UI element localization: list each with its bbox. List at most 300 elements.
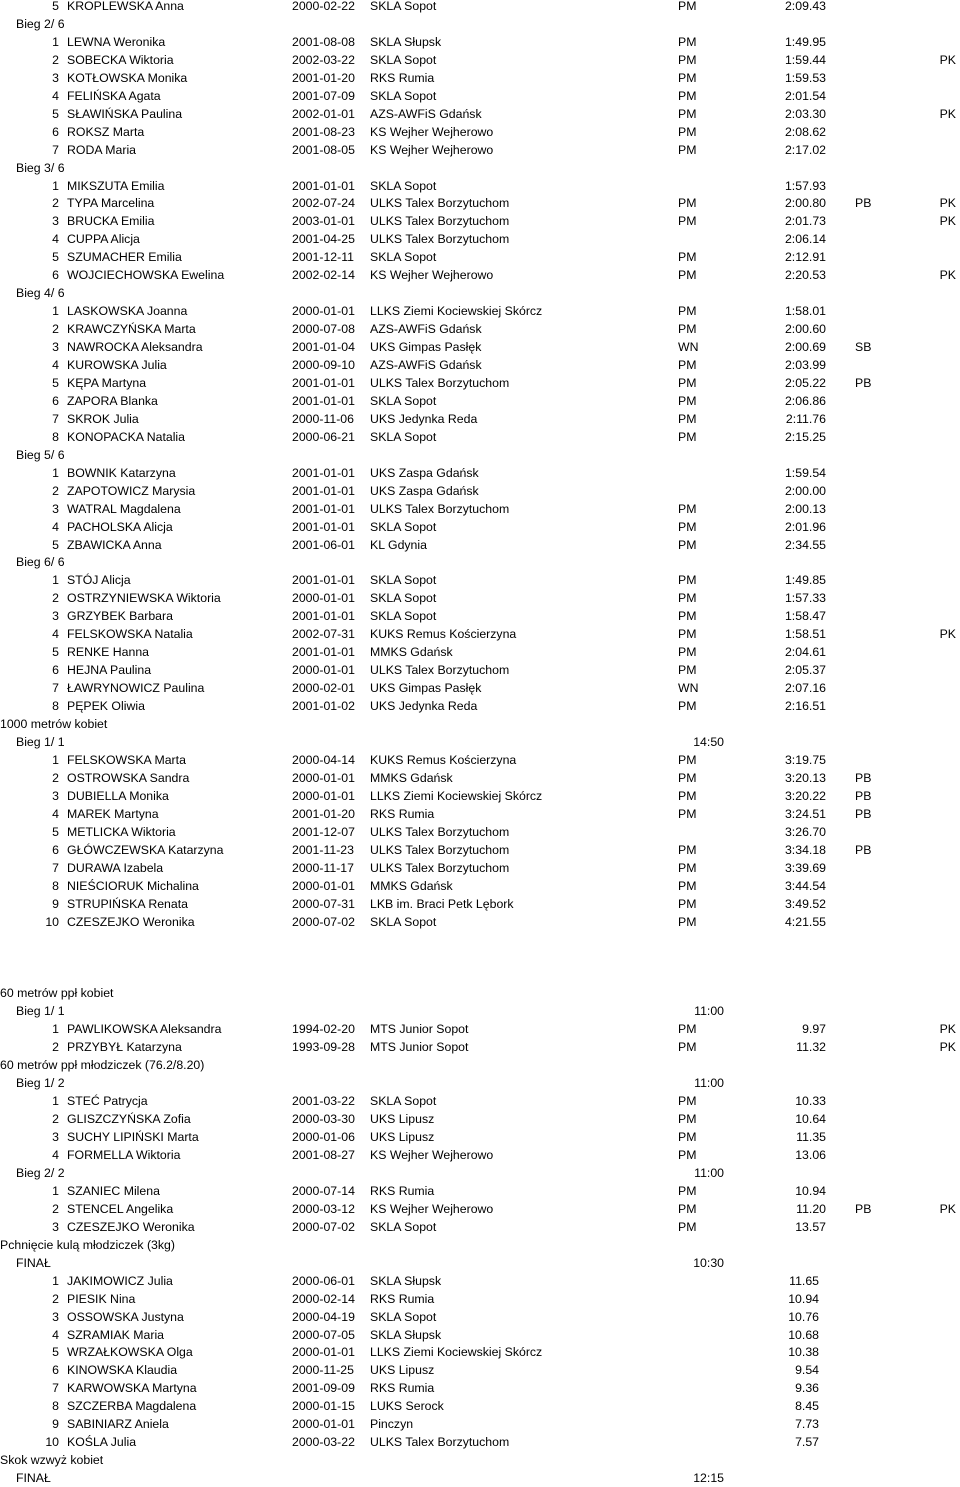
personal-mark: PB <box>855 375 872 390</box>
heat-label: Bieg 4/ 6 <box>16 286 65 301</box>
club: SKLA Sopot <box>370 178 437 193</box>
birth-date: 2001-01-01 <box>292 393 355 408</box>
personal-mark: PB <box>855 770 872 785</box>
result-row <box>0 1218 960 1236</box>
birth-date: 2001-12-07 <box>292 824 355 839</box>
result-row <box>0 589 960 607</box>
club: LUKS Serock <box>370 1399 444 1414</box>
category: PM <box>678 0 697 13</box>
place: 1 <box>52 178 59 193</box>
athlete-name: PĘPEK Oliwia <box>67 699 145 714</box>
record-mark: PK <box>939 627 956 642</box>
athlete-name: KĘPA Martyna <box>67 375 147 390</box>
club: UKS Jedynka Reda <box>370 411 478 426</box>
result-row <box>0 1272 960 1290</box>
result-row <box>0 1361 960 1379</box>
club: SKLA Sopot <box>370 609 437 624</box>
category: PM <box>678 896 697 911</box>
heat-header <box>0 159 960 177</box>
club: RKS Rumia <box>370 1381 435 1396</box>
athlete-name: BRUCKA Emilia <box>67 214 155 229</box>
result-row <box>0 1200 960 1218</box>
result: 2:01.73 <box>784 214 826 229</box>
club: ULKS Talex Borzytuchom <box>370 860 510 875</box>
heat-label: FINAŁ <box>16 1255 51 1270</box>
category: PM <box>678 429 697 444</box>
birth-date: 2000-02-01 <box>292 681 355 696</box>
event-title <box>0 1451 960 1469</box>
athlete-name: OSTROWSKA Sandra <box>67 770 190 785</box>
athlete-name: GŁÓWCZEWSKA Katarzyna <box>67 842 224 857</box>
birth-date: 2001-01-01 <box>292 519 355 534</box>
athlete-name: SŁAWIŃSKA Paulina <box>67 106 183 121</box>
place: 8 <box>52 878 59 893</box>
athlete-name: NIEŚCIORUK Michalina <box>67 878 199 893</box>
club: AZS-AWFiS Gdańsk <box>370 358 482 372</box>
place: 4 <box>52 519 59 534</box>
club: KS Wejher Wejherowo <box>370 268 494 283</box>
club: ULKS Talex Borzytuchom <box>370 196 510 211</box>
athlete-name: JAKIMOWICZ Julia <box>67 1273 173 1288</box>
place: 2 <box>52 196 59 211</box>
club: ULKS Talex Borzytuchom <box>370 842 510 857</box>
athlete-name: KONOPACKA Natalia <box>67 429 186 444</box>
place: 1 <box>52 34 59 49</box>
result: 2:00.69 <box>784 340 826 354</box>
result-row <box>0 302 960 320</box>
birth-date: 2000-01-01 <box>292 878 355 893</box>
result: 3:24.51 <box>784 806 826 821</box>
personal-mark: PB <box>855 842 872 857</box>
heat-label: Bieg 1/ 1 <box>16 735 65 749</box>
athlete-name: WOJCIECHOWSKA Ewelina <box>67 268 225 283</box>
category: PM <box>678 358 697 372</box>
club: UKS Gimpas Pasłęk <box>370 681 482 696</box>
place: 6 <box>52 1363 59 1378</box>
athlete-name: KUROWSKA Julia <box>67 358 167 372</box>
athlete-name: FELSKOWSKA Natalia <box>67 627 193 642</box>
category: PM <box>678 1219 697 1234</box>
place: 6 <box>52 268 59 283</box>
result-row <box>0 123 960 141</box>
place: 2 <box>52 1040 59 1055</box>
result: 2:00.00 <box>784 483 826 498</box>
result-row <box>0 0 960 15</box>
result-row <box>0 625 960 643</box>
club: SKLA Sopot <box>370 519 437 534</box>
result: 2:05.22 <box>784 375 826 390</box>
result: 10.38 <box>788 1345 819 1360</box>
heat-header <box>0 1469 960 1487</box>
result-row <box>0 69 960 87</box>
category: PM <box>678 788 697 803</box>
heat-header <box>0 733 960 751</box>
athlete-name: TYPA Marcelina <box>67 196 155 211</box>
club: Pinczyn <box>370 1417 414 1432</box>
birth-date: 2000-09-10 <box>292 358 355 372</box>
category: WN <box>678 340 699 354</box>
club: LLKS Ziemi Kociewskiej Skórcz <box>370 1345 543 1360</box>
category: PM <box>678 537 697 552</box>
athlete-name: ROKSZ Marta <box>67 124 145 139</box>
birth-date: 2001-01-01 <box>292 573 355 588</box>
result-row <box>0 1326 960 1344</box>
club: SKLA Sopot <box>370 591 437 606</box>
result: 11.35 <box>796 1130 826 1144</box>
result-row <box>0 177 960 195</box>
heat-label: FINAŁ <box>16 1471 51 1486</box>
result: 1:58.51 <box>784 627 826 642</box>
birth-date: 2000-01-01 <box>292 591 355 606</box>
place: 4 <box>52 358 59 372</box>
result-row <box>0 500 960 518</box>
result: 2:04.61 <box>784 645 826 660</box>
result-row <box>0 805 960 823</box>
place: 3 <box>52 1219 59 1234</box>
athlete-name: KROPLEWSKA Anna <box>67 0 184 13</box>
club: KUKS Remus Kościerzyna <box>370 627 517 642</box>
heat-header <box>0 1074 960 1092</box>
result: 10.94 <box>788 1291 819 1306</box>
club: MMKS Gdańsk <box>370 770 453 785</box>
birth-date: 2000-01-15 <box>292 1399 355 1414</box>
club: KL Gdynia <box>370 537 427 552</box>
heat-label: Bieg 2/ 6 <box>16 16 65 31</box>
athlete-name: KOŚLA Julia <box>67 1435 137 1450</box>
club: UKS Zaspa Gdańsk <box>370 483 479 498</box>
place: 2 <box>52 591 59 606</box>
heat-header <box>0 1002 960 1020</box>
club: LKB im. Braci Petk Lębork <box>370 896 514 911</box>
result-row <box>0 1415 960 1433</box>
category: PM <box>678 860 697 875</box>
club: RKS Rumia <box>370 70 435 85</box>
result: 1:49.95 <box>784 34 826 49</box>
athlete-name: SABINIARZ Aniela <box>67 1417 169 1432</box>
result-row <box>0 1110 960 1128</box>
result-row <box>0 859 960 877</box>
category: PM <box>678 88 697 103</box>
birth-date: 2000-01-01 <box>292 663 355 678</box>
result: 1:57.93 <box>784 178 826 193</box>
club: SKLA Słupsk <box>370 1327 442 1342</box>
place: 8 <box>52 699 59 714</box>
birth-date: 2001-01-01 <box>292 483 355 498</box>
category: PM <box>678 142 697 157</box>
result: 7.57 <box>795 1435 819 1450</box>
event-title-text: 60 metrów ppł młodziczek (76.2/8.20) <box>0 1058 205 1073</box>
result: 10.64 <box>795 1112 826 1127</box>
result: 2:06.86 <box>784 393 826 408</box>
result: 10.76 <box>788 1309 819 1324</box>
event-title <box>0 1236 960 1254</box>
club: SKLA Sopot <box>370 1309 437 1324</box>
heat-time: 11:00 <box>694 1004 724 1019</box>
result: 2:09.43 <box>784 0 826 13</box>
result: 1:58.47 <box>784 609 826 624</box>
result: 2:00.13 <box>784 501 826 516</box>
event-title-text: Pchnięcie kulą młodziczek (3kg) <box>0 1237 175 1252</box>
result: 3:20.22 <box>784 788 826 803</box>
club: SKLA Sopot <box>370 393 437 408</box>
record-mark: PK <box>939 1201 956 1216</box>
birth-date: 2001-01-01 <box>292 375 355 390</box>
birth-date: 2000-01-06 <box>292 1130 355 1144</box>
result-row <box>0 697 960 715</box>
result: 3:34.18 <box>784 842 826 857</box>
athlete-name: KARWOWSKA Martyna <box>67 1381 197 1396</box>
result-row <box>0 1397 960 1415</box>
birth-date: 2000-11-17 <box>292 860 354 875</box>
birth-date: 2000-01-01 <box>292 1345 355 1360</box>
heat-time: 14:50 <box>693 735 724 749</box>
result-row <box>0 751 960 769</box>
place: 2 <box>52 770 59 785</box>
result: 3:44.54 <box>784 878 826 893</box>
heat-label: Bieg 5/ 6 <box>16 447 65 462</box>
heat-label: Bieg 3/ 6 <box>16 160 65 175</box>
place: 3 <box>52 214 59 229</box>
athlete-name: OSSOWSKA Justyna <box>67 1309 184 1324</box>
category: PM <box>678 1130 697 1144</box>
category: PM <box>678 70 697 85</box>
place: 4 <box>52 806 59 821</box>
result: 13.06 <box>795 1148 826 1162</box>
result-row <box>0 1146 960 1164</box>
result-row <box>0 571 960 589</box>
result-row <box>0 1343 960 1361</box>
place: 5 <box>52 824 59 839</box>
result-row <box>0 607 960 625</box>
result-row <box>0 428 960 446</box>
club: UKS Gimpas Pasłęk <box>370 340 482 354</box>
birth-date: 2001-09-09 <box>292 1381 355 1396</box>
result-row <box>0 33 960 51</box>
birth-date: 2000-07-31 <box>292 896 355 911</box>
place: 3 <box>52 609 59 624</box>
result-row <box>0 87 960 105</box>
result: 1:59.44 <box>784 52 826 67</box>
result: 2:15.25 <box>784 429 826 444</box>
place: 1 <box>52 752 59 767</box>
birth-date: 2000-04-19 <box>292 1309 355 1324</box>
result-row <box>0 1092 960 1110</box>
place: 6 <box>52 393 59 408</box>
record-mark: PK <box>939 214 956 229</box>
club: RKS Rumia <box>370 1183 435 1198</box>
birth-date: 2000-03-22 <box>292 1435 355 1450</box>
result-row <box>0 392 960 410</box>
birth-date: 2001-01-01 <box>292 501 355 516</box>
result: 3:49.52 <box>784 896 826 911</box>
place: 7 <box>52 411 59 426</box>
place: 5 <box>52 645 59 660</box>
club: SKLA Sopot <box>370 250 437 265</box>
club: KUKS Remus Kościerzyna <box>370 752 517 767</box>
category: PM <box>678 322 697 337</box>
result: 3:26.70 <box>784 824 826 839</box>
birth-date: 2002-01-01 <box>292 106 355 121</box>
birth-date: 2002-02-14 <box>292 268 355 283</box>
result-row <box>0 841 960 859</box>
club: KS Wejher Wejherowo <box>370 124 494 139</box>
result-row <box>0 1128 960 1146</box>
result: 1:59.53 <box>784 70 826 85</box>
athlete-name: STEĆ Patrycja <box>67 1094 148 1109</box>
heat-label: Bieg 1/ 1 <box>16 1004 65 1019</box>
athlete-name: LEWNA Weronika <box>67 34 166 49</box>
event-title-text: 60 metrów ppł kobiet <box>0 986 114 1001</box>
birth-date: 2001-01-20 <box>292 70 355 85</box>
club: MMKS Gdańsk <box>370 878 453 893</box>
club: UKS Lipusz <box>370 1130 435 1144</box>
place: 2 <box>52 1201 59 1216</box>
result: 3:39.69 <box>784 860 826 875</box>
athlete-name: CUPPA Alicja <box>67 232 140 247</box>
birth-date: 2001-03-22 <box>292 1094 355 1109</box>
result-row <box>0 141 960 159</box>
athlete-name: STRUPIŃSKA Renata <box>67 896 188 911</box>
birth-date: 2001-11-23 <box>292 842 354 857</box>
birth-date: 2000-07-14 <box>292 1183 355 1198</box>
birth-date: 2001-12-11 <box>292 250 354 265</box>
result: 11.65 <box>789 1273 819 1288</box>
category: PM <box>678 375 697 390</box>
club: SKLA Sopot <box>370 914 437 929</box>
heat-header <box>0 446 960 464</box>
result: 11.32 <box>796 1040 826 1055</box>
place: 3 <box>52 788 59 803</box>
category: PM <box>678 1040 697 1055</box>
category: PM <box>678 1183 697 1198</box>
heat-header <box>0 1164 960 1182</box>
heat-time: 11:00 <box>694 1076 724 1091</box>
result: 2:12.91 <box>784 250 826 265</box>
place: 4 <box>52 1327 59 1342</box>
place: 5 <box>52 375 59 390</box>
result-row <box>0 1308 960 1326</box>
result-row <box>0 338 960 356</box>
club: ULKS Talex Borzytuchom <box>370 375 510 390</box>
category: PM <box>678 1112 697 1127</box>
birth-date: 2000-03-12 <box>292 1201 355 1216</box>
place: 2 <box>52 1112 59 1127</box>
place: 10 <box>45 914 59 929</box>
birth-date: 2000-01-01 <box>292 788 355 803</box>
result: 2:17.02 <box>784 142 826 157</box>
birth-date: 2000-02-22 <box>292 0 355 13</box>
birth-date: 2001-01-20 <box>292 806 355 821</box>
place: 6 <box>52 124 59 139</box>
result-row <box>0 1433 960 1451</box>
record-mark: PK <box>939 268 956 283</box>
birth-date: 2000-11-06 <box>292 411 354 426</box>
result: 4:21.55 <box>784 914 826 929</box>
place: 2 <box>52 483 59 498</box>
result-row <box>0 769 960 787</box>
result-row <box>0 320 960 338</box>
club: KS Wejher Wejherowo <box>370 142 494 157</box>
category: PM <box>678 34 697 49</box>
place: 1 <box>52 1183 59 1198</box>
result: 2:20.53 <box>784 268 826 283</box>
place: 5 <box>52 250 59 265</box>
result: 3:20.13 <box>784 770 826 785</box>
place: 4 <box>52 232 59 247</box>
result-row <box>0 1290 960 1308</box>
category: PM <box>678 645 697 660</box>
place: 4 <box>52 88 59 103</box>
place: 7 <box>52 681 59 696</box>
result-row <box>0 1020 960 1038</box>
place: 3 <box>52 70 59 85</box>
event-title-text: Skok wzwyż kobiet <box>0 1453 104 1468</box>
record-mark: PK <box>939 196 956 211</box>
birth-date: 2000-11-25 <box>292 1363 354 1378</box>
birth-date: 2001-01-02 <box>292 699 355 714</box>
result: 1:58.01 <box>784 304 826 319</box>
heat-header <box>0 553 960 571</box>
club: SKLA Słupsk <box>370 1273 442 1288</box>
personal-mark: SB <box>855 340 872 354</box>
category: PM <box>678 1094 697 1109</box>
place: 10 <box>45 1435 59 1450</box>
place: 5 <box>52 0 59 13</box>
athlete-name: WATRAL Magdalena <box>67 501 181 516</box>
birth-date: 2000-04-14 <box>292 752 355 767</box>
result-row <box>0 356 960 374</box>
category: PM <box>678 393 697 408</box>
club: SKLA Sopot <box>370 573 437 588</box>
result: 11.20 <box>796 1201 826 1216</box>
category: PM <box>678 196 697 211</box>
result-row <box>0 212 960 230</box>
athlete-name: FELSKOWSKA Marta <box>67 752 186 767</box>
birth-date: 2001-07-09 <box>292 88 355 103</box>
birth-date: 2001-01-01 <box>292 178 355 193</box>
result: 1:57.33 <box>784 591 826 606</box>
result-row <box>0 661 960 679</box>
result: 10.33 <box>795 1094 826 1109</box>
result: 2:03.30 <box>784 106 826 121</box>
birth-date: 2002-07-31 <box>292 627 355 642</box>
category: PM <box>678 501 697 516</box>
athlete-name: GLISZCZYŃSKA Zofia <box>67 1112 191 1127</box>
athlete-name: LASKOWSKA Joanna <box>67 304 188 319</box>
result: 2:03.99 <box>784 358 826 372</box>
place: 6 <box>52 842 59 857</box>
result: 9.97 <box>802 1022 826 1037</box>
result-row <box>0 464 960 482</box>
heat-header <box>0 284 960 302</box>
birth-date: 2000-01-01 <box>292 304 355 319</box>
athlete-name: METLICKA Wiktoria <box>67 824 176 839</box>
birth-date: 2000-01-01 <box>292 770 355 785</box>
record-mark: PK <box>939 1040 956 1055</box>
result-row <box>0 1038 960 1056</box>
category: PM <box>678 519 697 534</box>
club: SKLA Sopot <box>370 429 437 444</box>
category: PM <box>678 806 697 821</box>
event-title <box>0 984 960 1002</box>
birth-date: 2000-07-02 <box>292 1219 355 1234</box>
club: RKS Rumia <box>370 1291 435 1306</box>
athlete-name: HEJNA Paulina <box>67 663 152 678</box>
birth-date: 2000-06-01 <box>292 1273 355 1288</box>
result-row <box>0 787 960 805</box>
result: 2:00.80 <box>784 196 826 211</box>
athlete-name: SZRAMIAK Maria <box>67 1327 165 1342</box>
